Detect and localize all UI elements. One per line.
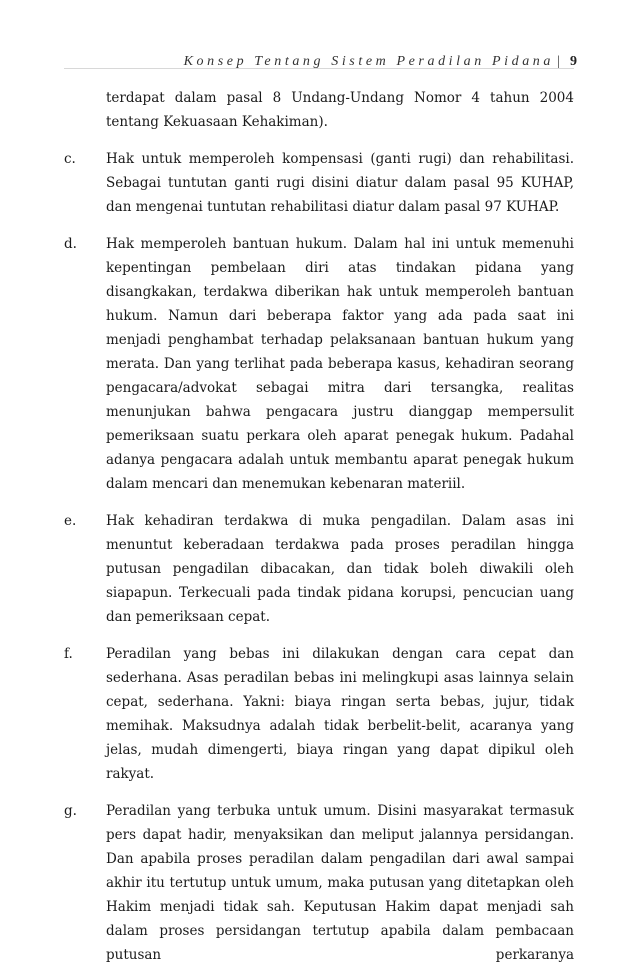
running-header (0, 46, 638, 70)
header-divider (64, 68, 574, 69)
header-separator: | (557, 54, 560, 69)
header-title: Konsep Tentang Sistem Peradilan Pidana (183, 54, 554, 69)
list-marker: e. (64, 513, 77, 529)
list-marker: g. (64, 803, 77, 819)
body-text (64, 86, 574, 980)
page-number: 9 (570, 54, 577, 69)
list-item-f (64, 642, 574, 786)
list-item-g (64, 799, 574, 967)
list-item-c (64, 147, 574, 219)
list-item-text: Peradilan yang terbuka untuk umum. Disini masyarakat termasuk pers dapat hadir, menyaksikan dan meliput jalannya persidangan. Dan apabila proses peradilan dalam pengadilan dari awal sampai akhir itu tertutup untuk umum, maka putusan yang ditetapkan oleh Hakim menjadi tidak sah. Keputusan Hakim dapat menjadi sah dalam proses persidangan tertutup apabila dalam pembacaan putusan perkaranya (106, 803, 574, 963)
list-item-text: Hak memperoleh bantuan hukum. Dalam hal ini untuk memenuhi kepentingan pembelaan diri atas tindakan pidana yang disangkakan, terdakwa diberikan hak untuk memperoleh bantuan hukum. Namun dari beberapa faktor yang ada pada saat ini menjadi penghambat terhadap pelaksanaan bantuan hukum yang merata. Dan yang terlihat pada beberapa kasus, kehadiran seorang pengacara/advokat sebagai mitra dari tersangka, realitas menunjukan bahwa pengacara justru dianggap mempersulit pemeriksaan suatu perkara oleh aparat penegak hukum. Padahal adanya pengacara adalah untuk membantu aparat penegak hukum dalam mencari dan menemukan kebenaran materiil. (106, 236, 574, 492)
list-marker: c. (64, 151, 76, 167)
list-marker: f. (64, 646, 73, 662)
list-item-d (64, 232, 574, 496)
list-marker: d. (64, 236, 77, 252)
intro-paragraph: terdapat dalam pasal 8 Undang-Undang Nomor 4 tahun 2004 tentang Kekuasaan Kehakiman). (106, 90, 574, 130)
list-item-e (64, 509, 574, 629)
list-item-text: Hak untuk memperoleh kompensasi (ganti rugi) dan rehabilitasi. Sebagai tuntutan ganti rugi disini diatur dalam pasal 95 KUHAP, dan mengenai tuntutan rehabilitasi diatur dalam pasal 97 KUHAP. (106, 151, 574, 215)
list-item-text: Peradilan yang bebas ini dilakukan dengan cara cepat dan sederhana. Asas peradilan bebas ini melingkupi asas lainnya selain cepat, sederhana. Yakni: biaya ringan serta bebas, jujur, tidak memihak. Maksudnya adalah tidak berbelit-belit, acaranya yang jelas, mudah dimengerti, biaya ringan yang dapat dipikul oleh rakyat. (106, 646, 574, 782)
list-item-text: Hak kehadiran terdakwa di muka pengadilan. Dalam asas ini menuntut keberadaan terdakwa pada proses peradilan hingga putusan pengadilan dibacakan, dan tidak boleh diwakili oleh siapapun. Terkecuali pada tindak pidana korupsi, pencucian uang dan pemeriksaan cepat. (106, 513, 574, 625)
